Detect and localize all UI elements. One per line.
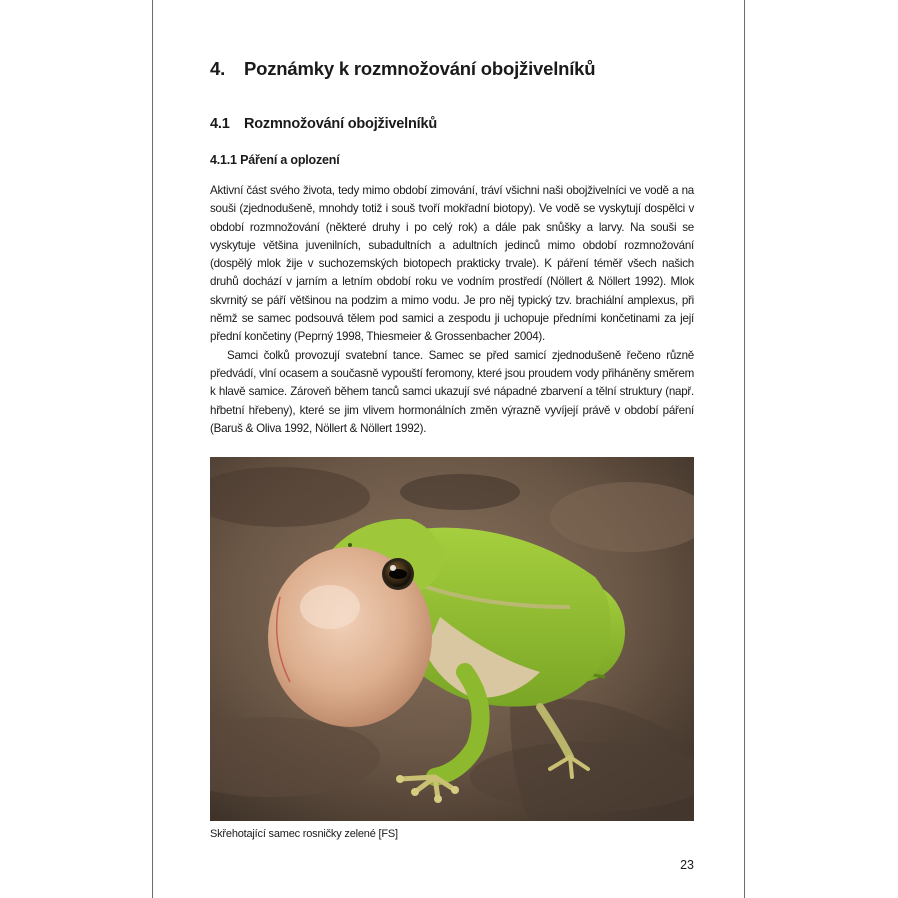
- chapter-title: Poznámky k rozmnožování obojživelníků: [244, 58, 596, 79]
- book-page: [152, 0, 745, 898]
- paragraph-2: Samci čolků provozují svatební tance. Samec se před samicí zjednodušeně řečeno různě předvádí, vlní ocasem a současně vypouští feromony, které jsou proudem vody přiháněny směrem k hlavě samice. Zároveň během tanců samci ukazují své nápadné zbarvení a tělní struktury (např. hřbetní hřebeny), které se jim vlivem hormonálních změn výrazně vyvíjejí právě v období páření (Baruš & Oliva 1992, Nöllert & Nöllert 1992).: [210, 348, 694, 435]
- section-title: Rozmnožování obojživelníků: [244, 116, 437, 132]
- chapter-heading: [210, 58, 595, 80]
- section-heading: [210, 116, 437, 132]
- section-number: 4.1: [210, 116, 230, 132]
- tree-frog-photo: [210, 457, 694, 821]
- figure-caption: Skřehotající samec rosničky zelené [FS]: [210, 828, 398, 840]
- subsection-heading: 4.1.1 Páření a oplození: [210, 153, 340, 167]
- page-number: 23: [680, 858, 694, 872]
- body-text: [210, 182, 694, 438]
- chapter-number: 4.: [210, 58, 226, 79]
- paragraph-1: Aktivní část svého života, tedy mimo období zimování, tráví všichni naši obojživelníci ve vodě a na souši (zjednodušeně, mnohdy totiž i souš tvoří mokřadní biotopy). Ve vodě se vyskytují dospělci v období rozmnožování (některé druhy i po celý rok) a dále pak snůšky a larvy. Na souši se vyskytuje většina juvenilních, subadultních a adultních jedinců mimo období rozmnožování (dospělý mlok žije v suchozemských biotopech prakticky trvale). K páření téměř všech našich druhů dochází v jarním a letním období roku ve vodním prostředí (Nöllert & Nöllert 1992). Mlok skvrnitý se páří většinou na podzim a mimo vodu. Je pro něj typický tzv. brachiální amplexus, při němž se samec podsouvá tělem pod samici a zespodu ji uchopuje předními končetinami za její přední končetiny (Peprný 1998, Thiesmeier & Grossenbacher 2004).: [210, 184, 694, 344]
